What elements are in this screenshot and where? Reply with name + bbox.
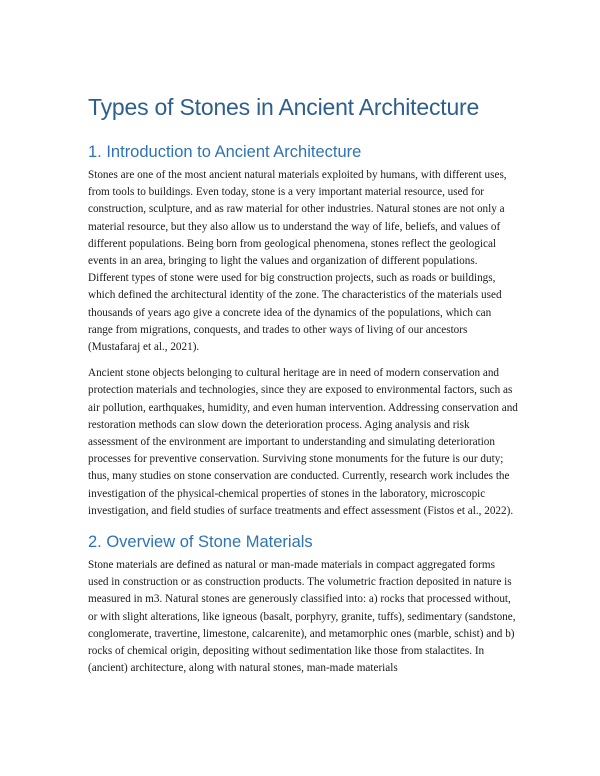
section-introduction xyxy=(88,141,518,520)
paragraph: Ancient stone objects belonging to cultural heritage are in need of modern conservation and protection materials and technologies, since they are exposed to environmental factors, such as air pollution, earthquakes, humidity, and even human intervention. Addressing conservation and restoration methods can slow down the deterioration process. Aging analysis and risk assessment of the environment are important to understanding and simulating deterioration processes for preventive conservation. Surviving stone monuments for the future is our duty; thus, many studies on stone conservation are conducted. Currently, research work includes the investigation of the physical-chemical properties of stones in the laboratory, microscopic investigation, and field studies of surface treatments and effect assessment (Fistos et al., 2022). xyxy=(88,367,518,517)
section-heading: 2. Overview of Stone Materials xyxy=(88,533,313,552)
section-heading: 1. Introduction to Ancient Architecture xyxy=(88,143,362,161)
document-body xyxy=(88,92,518,677)
paragraph: Stones are one of the most ancient natural materials exploited by humans, with different uses, from tools to buildings. Even today, stone is a very important material resource, used for construction, sculpture, and as raw material for other industries. Natural stones are not only a material resource, but they also allow us to understand the way of life, beliefs, and values of different populations. Being born from geological phenomena, stones reflect the geological events in an area, bringing to light the values and organization of different populations. Different types of stone were used for big construction projects, such as roads or buildings, which defined the architectural identity of the zone. The characteristics of the materials used thousands of years ago give a concrete idea of the dynamics of the populations, which can range from migrations, conquests, and trades to other ways of living of our ancestors (Mustafaraj et al., 2021). xyxy=(88,169,507,354)
paragraph: Stone materials are defined as natural or man-made materials in compact aggregated forms used in construction or as construction products. The volumetric fraction deposited in nature is measured in m3. Natural stones are generously classified into: a) rocks that processed without, or with slight alterations, like igneous (basalt, porphyry, granite, tuffs), sedimentary (sandstone, conglomerate, travertine, limestone, calcarenite), and metamorphic ones (marble, schist) and b) rocks of chemical origin, depositing without sedimentation like those from stalactites. In (ancient) architecture, along with natural stones, man-made materials xyxy=(88,559,516,675)
section-overview xyxy=(88,531,518,677)
document-title: Types of Stones in Ancient Architecture xyxy=(88,94,480,120)
